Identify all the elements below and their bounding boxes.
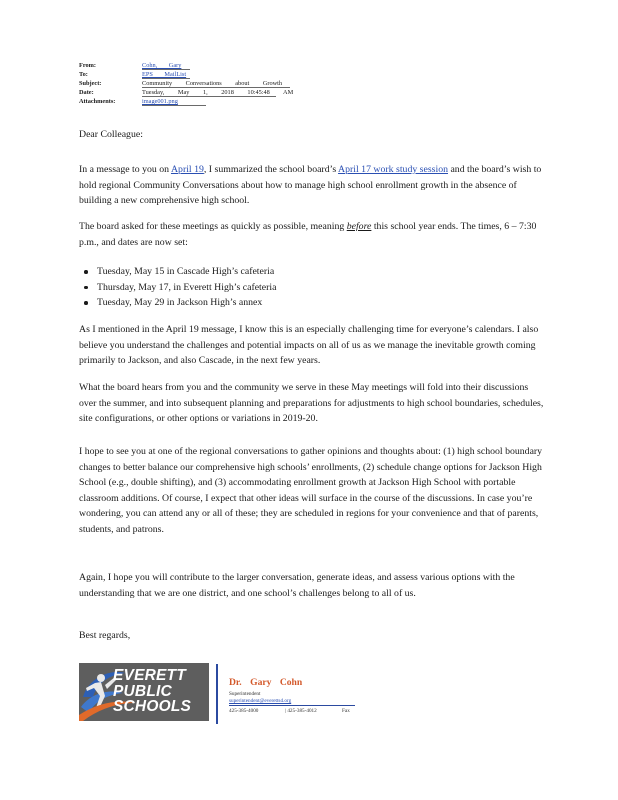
april-19-link[interactable]: April 19 [170,164,204,175]
phone-direct: | 425-385-4012 [285,708,317,714]
signature-name: Dr. Gary Cohn [229,677,303,688]
list-item: Tuesday, May 15 in Cascade High’s cafeteria [79,264,276,280]
date-label: Date: [79,89,94,97]
fax-label: Fax [342,708,350,714]
to-label: To: [79,71,88,79]
signature-divider [216,664,218,724]
paragraph-conclusion: Again, I hope you will contribute to the larger conversation, generate ideas, and assess various options with the understanding that we are one district, and one school’s challenges belong to all of us. [79,572,515,599]
from-label: From: [79,62,97,69]
paragraph-options: I hope to see you at one of the regional conversations to gather opinions and thoughts about: (1) high school boundary changes to better balance our comprehensive high schools’ enrollments, (2) schedule change options for Jackson High School (e.g., double shifting), and (3) accommodating enrollment growth at Jackson High School with portable classroom additions. Of course, I expect that other ideas will surface in the course of the discussions. In case you’re wondering, you can attend any or all of these; they are scheduled in regions for your convenience and that of parents, students, and patrons. [79,446,543,535]
paragraph-schedule [79,219,546,250]
signature-phones [229,708,350,714]
logo-line-everett: EVERETT [113,667,186,684]
date-underline [142,96,276,97]
p1-text-b: , I summarized the school board’s [203,164,339,175]
paragraph-intro [79,162,546,209]
date-value: Tuesday, May 1, 2018 10:45:48 AM [142,89,294,97]
to-link[interactable]: EPS MailList [142,71,187,79]
meeting-dates-list [79,264,276,311]
attachment-link[interactable]: image001.png [142,98,178,106]
everett-public-schools-logo [79,663,209,721]
attachments-underline [142,105,206,106]
list-item: Thursday, May 17, in Everett High’s cafeteria [79,280,276,296]
to-underline [142,78,190,79]
list-item: Tuesday, May 29 in Jackson High’s annex [79,295,276,311]
logo-line-public: PUBLIC [113,682,172,700]
p2-text-a: The board asked for these meetings as quickly as possible, meaning [79,221,347,232]
closing: Best regards, [79,630,131,641]
subject-underline [142,87,290,88]
logo-wordmark [113,668,191,715]
email-header [79,61,519,106]
p1-text-c: and the board’s wish to hold regional Community Conversations about how to manage high school enrollment growth in the absence of building a new comprehensive high school. [79,164,542,207]
logo-line-schools: SCHOOLS [113,698,192,716]
before-emphasis: before [346,221,372,232]
p1-text-a: In a message to you on [79,164,171,175]
phone-main: 425-385-4000 [229,708,259,714]
signature-email-link[interactable]: superintendent@everettsd.org [229,698,292,704]
subject-value: Community Conversations about Growth [142,80,283,88]
paragraph-challenges: As I mentioned in the April 19 message, I know this is an especially challenging time for everyone’s calendars. I also believe you understand the challenges and potential impacts on all of us as we manage the inevitable growth coming primarily to Jackson, and also Cascade, in the next few years. [79,324,539,367]
p2-text-b: this school year ends. The times, 6 – 7:30 p.m., and dates are now set: [79,221,537,248]
paragraph-board-hears: What the board hears from you and the community we serve in these May meetings will fold into their discussions over the summer, and into subsequent planning and preparations for adjustments to high school boundaries, schedules, site configurations, or other options or variations in 2019-20. [79,382,544,425]
attachments-label: Attachments: [79,98,116,106]
from-underline [142,69,190,70]
work-study-session-link[interactable]: April 17 work study session [338,164,448,175]
signature-title: Superintendent [229,691,261,697]
subject-label: Subject: [79,80,102,88]
from-link[interactable]: Cohn, Gary [142,62,182,69]
greeting: Dear Colleague: [79,129,143,140]
signature-rule [229,705,355,706]
